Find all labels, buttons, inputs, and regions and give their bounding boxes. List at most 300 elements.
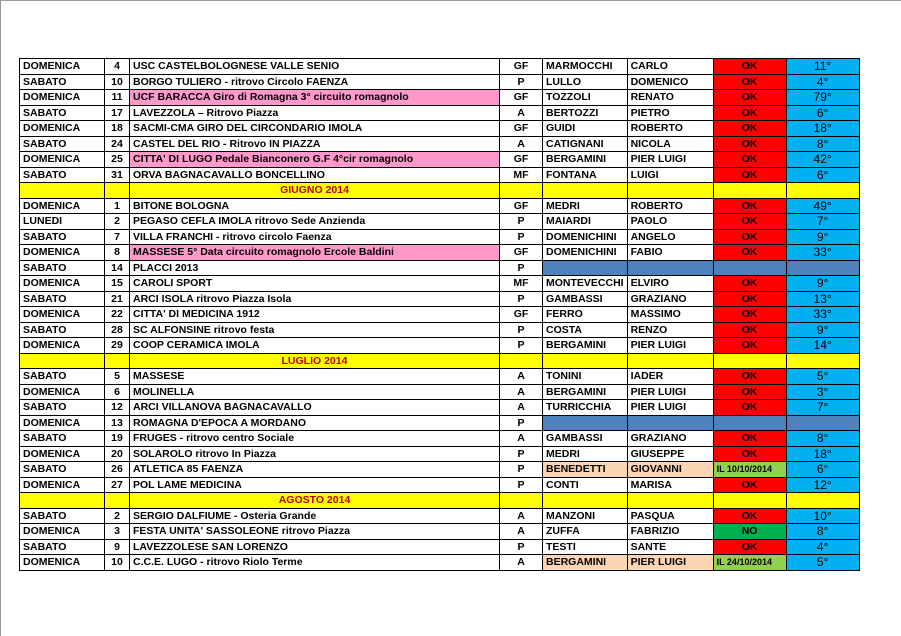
first-name-cell: CARLO <box>627 59 713 75</box>
event-row <box>20 167 860 183</box>
event-row <box>20 539 860 555</box>
date-number-cell: 13 <box>105 415 130 431</box>
event-row <box>20 260 860 276</box>
event-row <box>20 136 860 152</box>
date-number-cell: 14 <box>105 260 130 276</box>
month-empty-cell <box>713 493 786 509</box>
category-cell: P <box>500 446 543 462</box>
day-cell: DOMENICA <box>20 276 105 292</box>
date-number-cell: 2 <box>105 214 130 230</box>
first-name-cell: PIER LUIGI <box>627 152 713 168</box>
date-number-cell: 27 <box>105 477 130 493</box>
category-cell: MF <box>500 276 543 292</box>
status-cell: OK <box>713 322 786 338</box>
status-cell: OK <box>713 121 786 137</box>
event-row <box>20 214 860 230</box>
first-name-cell: ANGELO <box>627 229 713 245</box>
status-cell: OK <box>713 229 786 245</box>
last-name-cell: BERTOZZI <box>543 105 628 121</box>
position-cell: 10° <box>786 508 859 524</box>
event-row <box>20 508 860 524</box>
position-cell: 8° <box>786 524 859 540</box>
event-row <box>20 291 860 307</box>
first-name-cell: SANTE <box>627 539 713 555</box>
category-cell: P <box>500 477 543 493</box>
last-name-cell: BERGAMINI <box>543 555 628 571</box>
category-cell: A <box>500 105 543 121</box>
day-cell: SABATO <box>20 400 105 416</box>
first-name-cell: DOMENICO <box>627 74 713 90</box>
category-cell: P <box>500 462 543 478</box>
event-row <box>20 462 860 478</box>
position-cell: 6° <box>786 462 859 478</box>
last-name-cell: DOMENICHINI <box>543 229 628 245</box>
category-cell: GF <box>500 121 543 137</box>
event-name-cell: VILLA FRANCHI - ritrovo circolo Faenza <box>130 229 500 245</box>
status-cell: IL 24/10/2014 <box>713 555 786 571</box>
last-name-cell: MEDRI <box>543 198 628 214</box>
first-name-cell: GRAZIANO <box>627 291 713 307</box>
position-cell <box>786 260 859 276</box>
date-number-cell: 12 <box>105 400 130 416</box>
date-number-cell: 5 <box>105 369 130 385</box>
event-name-cell: MASSESE 5° Data circuito romagnolo Ercole Baldini <box>130 245 500 261</box>
last-name-cell <box>543 260 628 276</box>
date-number-cell: 25 <box>105 152 130 168</box>
position-cell <box>786 415 859 431</box>
event-row <box>20 338 860 354</box>
day-cell: DOMENICA <box>20 338 105 354</box>
event-name-cell: POL LAME MEDICINA <box>130 477 500 493</box>
first-name-cell <box>627 415 713 431</box>
status-cell: OK <box>713 338 786 354</box>
category-cell: GF <box>500 198 543 214</box>
position-cell: 9° <box>786 322 859 338</box>
position-cell: 5° <box>786 369 859 385</box>
last-name-cell: CATIGNANI <box>543 136 628 152</box>
month-empty-cell <box>20 493 105 509</box>
day-cell: SABATO <box>20 462 105 478</box>
event-name-cell: ROMAGNA D'EPOCA A MORDANO <box>130 415 500 431</box>
month-empty-cell <box>105 353 130 369</box>
status-cell: OK <box>713 307 786 323</box>
position-cell: 7° <box>786 214 859 230</box>
event-row <box>20 152 860 168</box>
status-cell: OK <box>713 74 786 90</box>
status-cell: OK <box>713 477 786 493</box>
position-cell: 9° <box>786 229 859 245</box>
position-cell: 11° <box>786 59 859 75</box>
date-number-cell: 28 <box>105 322 130 338</box>
event-row <box>20 245 860 261</box>
month-empty-cell <box>500 183 543 199</box>
month-empty-cell <box>713 353 786 369</box>
date-number-cell: 26 <box>105 462 130 478</box>
day-cell: SABATO <box>20 322 105 338</box>
event-row <box>20 105 860 121</box>
first-name-cell: GIOVANNI <box>627 462 713 478</box>
event-name-cell: USC CASTELBOLOGNESE VALLE SENIO <box>130 59 500 75</box>
first-name-cell <box>627 260 713 276</box>
category-cell: A <box>500 555 543 571</box>
month-empty-cell <box>500 493 543 509</box>
position-cell: 4° <box>786 74 859 90</box>
event-row <box>20 322 860 338</box>
status-cell: OK <box>713 167 786 183</box>
position-cell: 6° <box>786 105 859 121</box>
category-cell: A <box>500 508 543 524</box>
event-name-cell: FESTA UNITA' SASSOLEONE ritrovo Piazza <box>130 524 500 540</box>
event-row <box>20 59 860 75</box>
month-empty-cell <box>543 183 628 199</box>
event-row <box>20 384 860 400</box>
month-empty-cell <box>20 353 105 369</box>
day-cell: SABATO <box>20 260 105 276</box>
position-cell: 13° <box>786 291 859 307</box>
last-name-cell: LULLO <box>543 74 628 90</box>
last-name-cell: GUIDI <box>543 121 628 137</box>
event-row <box>20 446 860 462</box>
first-name-cell: ELVIRO <box>627 276 713 292</box>
event-row <box>20 369 860 385</box>
first-name-cell: RENATO <box>627 90 713 106</box>
date-number-cell: 3 <box>105 524 130 540</box>
category-cell: GF <box>500 245 543 261</box>
position-cell: 33° <box>786 307 859 323</box>
event-row <box>20 400 860 416</box>
last-name-cell: MARMOCCHI <box>543 59 628 75</box>
last-name-cell: TURRICCHIA <box>543 400 628 416</box>
event-name-cell: MOLINELLA <box>130 384 500 400</box>
first-name-cell: ROBERTO <box>627 198 713 214</box>
status-cell: OK <box>713 136 786 152</box>
first-name-cell: ROBERTO <box>627 121 713 137</box>
event-row <box>20 477 860 493</box>
day-cell: DOMENICA <box>20 245 105 261</box>
event-name-cell: BORGO TULIERO - ritrovo Circolo FAENZA <box>130 74 500 90</box>
status-cell: OK <box>713 198 786 214</box>
first-name-cell: PIER LUIGI <box>627 555 713 571</box>
last-name-cell: FONTANA <box>543 167 628 183</box>
date-number-cell: 6 <box>105 384 130 400</box>
day-cell: SABATO <box>20 539 105 555</box>
date-number-cell: 11 <box>105 90 130 106</box>
category-cell: MF <box>500 167 543 183</box>
position-cell: 9° <box>786 276 859 292</box>
month-label: GIUGNO 2014 <box>130 183 500 199</box>
month-empty-cell <box>786 183 859 199</box>
date-number-cell: 1 <box>105 198 130 214</box>
day-cell: DOMENICA <box>20 198 105 214</box>
date-number-cell: 17 <box>105 105 130 121</box>
status-cell: OK <box>713 508 786 524</box>
category-cell: A <box>500 431 543 447</box>
first-name-cell: NICOLA <box>627 136 713 152</box>
event-row <box>20 307 860 323</box>
date-number-cell: 20 <box>105 446 130 462</box>
day-cell: DOMENICA <box>20 121 105 137</box>
day-cell: DOMENICA <box>20 152 105 168</box>
category-cell: P <box>500 322 543 338</box>
status-cell: OK <box>713 152 786 168</box>
day-cell: SABATO <box>20 369 105 385</box>
day-cell: SABATO <box>20 431 105 447</box>
date-number-cell: 9 <box>105 539 130 555</box>
month-empty-cell <box>105 183 130 199</box>
position-cell: 14° <box>786 338 859 354</box>
position-cell: 42° <box>786 152 859 168</box>
last-name-cell: MEDRI <box>543 446 628 462</box>
event-row <box>20 555 860 571</box>
month-label: LUGLIO 2014 <box>130 353 500 369</box>
position-cell: 8° <box>786 136 859 152</box>
month-empty-cell <box>543 493 628 509</box>
last-name-cell: TONINI <box>543 369 628 385</box>
event-name-cell: ORVA BAGNACAVALLO BONCELLINO <box>130 167 500 183</box>
last-name-cell: MAIARDI <box>543 214 628 230</box>
last-name-cell: ZUFFA <box>543 524 628 540</box>
position-cell: 79° <box>786 90 859 106</box>
event-name-cell: CITTA' DI LUGO Pedale Bianconero G.F 4°cir romagnolo <box>130 152 500 168</box>
month-empty-cell <box>627 353 713 369</box>
event-name-cell: CAROLI SPORT <box>130 276 500 292</box>
event-name-cell: UCF BARACCA Giro di Romagna 3° circuito romagnolo <box>130 90 500 106</box>
first-name-cell: PIER LUIGI <box>627 400 713 416</box>
date-number-cell: 15 <box>105 276 130 292</box>
last-name-cell: FERRO <box>543 307 628 323</box>
event-row <box>20 415 860 431</box>
event-row <box>20 121 860 137</box>
status-cell: OK <box>713 245 786 261</box>
first-name-cell: RENZO <box>627 322 713 338</box>
event-name-cell: CASTEL DEL RIO - Ritrovo IN PIAZZA <box>130 136 500 152</box>
category-cell: P <box>500 214 543 230</box>
event-name-cell: C.C.E. LUGO - ritrovo Riolo Terme <box>130 555 500 571</box>
month-label: AGOSTO 2014 <box>130 493 500 509</box>
last-name-cell: BENEDETTI <box>543 462 628 478</box>
last-name-cell: DOMENICHINI <box>543 245 628 261</box>
event-name-cell: ARCI VILLANOVA BAGNACAVALLO <box>130 400 500 416</box>
event-name-cell: LAVEZZOLESE SAN LORENZO <box>130 539 500 555</box>
category-cell: P <box>500 260 543 276</box>
event-row <box>20 524 860 540</box>
event-name-cell: LAVEZZOLA – Ritrovo Piazza <box>130 105 500 121</box>
last-name-cell: BERGAMINI <box>543 152 628 168</box>
position-cell: 6° <box>786 167 859 183</box>
day-cell: SABATO <box>20 74 105 90</box>
event-row <box>20 90 860 106</box>
category-cell: P <box>500 229 543 245</box>
last-name-cell <box>543 415 628 431</box>
event-name-cell: ARCI ISOLA ritrovo Piazza Isola <box>130 291 500 307</box>
day-cell: DOMENICA <box>20 90 105 106</box>
status-cell: OK <box>713 369 786 385</box>
day-cell: SABATO <box>20 136 105 152</box>
category-cell: A <box>500 524 543 540</box>
event-name-cell: CITTA' DI MEDICINA 1912 <box>130 307 500 323</box>
status-cell: OK <box>713 291 786 307</box>
status-cell: OK <box>713 431 786 447</box>
status-cell: OK <box>713 446 786 462</box>
category-cell: P <box>500 539 543 555</box>
position-cell: 18° <box>786 446 859 462</box>
day-cell: SABATO <box>20 508 105 524</box>
first-name-cell: IADER <box>627 369 713 385</box>
position-cell: 12° <box>786 477 859 493</box>
first-name-cell: LUIGI <box>627 167 713 183</box>
last-name-cell: MANZONI <box>543 508 628 524</box>
month-header-row <box>20 493 860 509</box>
event-name-cell: MASSESE <box>130 369 500 385</box>
position-cell: 49° <box>786 198 859 214</box>
month-empty-cell <box>20 183 105 199</box>
event-name-cell: PEGASO CEFLA IMOLA ritrovo Sede Anzienda <box>130 214 500 230</box>
day-cell: DOMENICA <box>20 524 105 540</box>
day-cell: SABATO <box>20 167 105 183</box>
day-cell: DOMENICA <box>20 446 105 462</box>
category-cell: P <box>500 415 543 431</box>
event-name-cell: COOP CERAMICA IMOLA <box>130 338 500 354</box>
status-cell: OK <box>713 105 786 121</box>
category-cell: A <box>500 384 543 400</box>
status-cell <box>713 415 786 431</box>
month-empty-cell <box>627 183 713 199</box>
status-cell: OK <box>713 539 786 555</box>
status-cell: OK <box>713 90 786 106</box>
status-cell: IL 10/10/2014 <box>713 462 786 478</box>
first-name-cell: PASQUA <box>627 508 713 524</box>
page-border-left <box>0 0 1 636</box>
event-row <box>20 431 860 447</box>
page-border-top <box>0 0 901 1</box>
day-cell: DOMENICA <box>20 555 105 571</box>
last-name-cell: MONTEVECCHI <box>543 276 628 292</box>
status-cell: NO <box>713 524 786 540</box>
date-number-cell: 2 <box>105 508 130 524</box>
position-cell: 3° <box>786 384 859 400</box>
date-number-cell: 4 <box>105 59 130 75</box>
status-cell: OK <box>713 214 786 230</box>
event-name-cell: BITONE BOLOGNA <box>130 198 500 214</box>
race-schedule-table <box>19 58 860 571</box>
day-cell: DOMENICA <box>20 415 105 431</box>
last-name-cell: COSTA <box>543 322 628 338</box>
category-cell: A <box>500 136 543 152</box>
first-name-cell: MASSIMO <box>627 307 713 323</box>
category-cell: GF <box>500 152 543 168</box>
first-name-cell: GIUSEPPE <box>627 446 713 462</box>
month-empty-cell <box>786 493 859 509</box>
last-name-cell: BERGAMINI <box>543 338 628 354</box>
date-number-cell: 19 <box>105 431 130 447</box>
month-header-row <box>20 183 860 199</box>
event-name-cell: SACMI-CMA GIRO DEL CIRCONDARIO IMOLA <box>130 121 500 137</box>
day-cell: SABATO <box>20 229 105 245</box>
status-cell: OK <box>713 400 786 416</box>
position-cell: 7° <box>786 400 859 416</box>
last-name-cell: BERGAMINI <box>543 384 628 400</box>
day-cell: LUNEDI <box>20 214 105 230</box>
month-empty-cell <box>543 353 628 369</box>
last-name-cell: GAMBASSI <box>543 431 628 447</box>
date-number-cell: 7 <box>105 229 130 245</box>
date-number-cell: 22 <box>105 307 130 323</box>
month-empty-cell <box>500 353 543 369</box>
status-cell: OK <box>713 384 786 400</box>
date-number-cell: 24 <box>105 136 130 152</box>
month-empty-cell <box>105 493 130 509</box>
event-row <box>20 229 860 245</box>
event-name-cell: SC ALFONSINE ritrovo festa <box>130 322 500 338</box>
event-row <box>20 198 860 214</box>
date-number-cell: 8 <box>105 245 130 261</box>
day-cell: DOMENICA <box>20 307 105 323</box>
event-name-cell: FRUGES - ritrovo centro Sociale <box>130 431 500 447</box>
event-name-cell: SERGIO DALFIUME - Osteria Grande <box>130 508 500 524</box>
day-cell: DOMENICA <box>20 477 105 493</box>
last-name-cell: GAMBASSI <box>543 291 628 307</box>
first-name-cell: GRAZIANO <box>627 431 713 447</box>
first-name-cell: PIER LUIGI <box>627 384 713 400</box>
last-name-cell: CONTI <box>543 477 628 493</box>
position-cell: 18° <box>786 121 859 137</box>
last-name-cell: TESTI <box>543 539 628 555</box>
category-cell: A <box>500 369 543 385</box>
first-name-cell: PIETRO <box>627 105 713 121</box>
status-cell <box>713 260 786 276</box>
status-cell: OK <box>713 59 786 75</box>
month-header-row <box>20 353 860 369</box>
category-cell: GF <box>500 59 543 75</box>
position-cell: 8° <box>786 431 859 447</box>
position-cell: 33° <box>786 245 859 261</box>
category-cell: P <box>500 291 543 307</box>
date-number-cell: 10 <box>105 555 130 571</box>
first-name-cell: PAOLO <box>627 214 713 230</box>
category-cell: P <box>500 338 543 354</box>
category-cell: GF <box>500 90 543 106</box>
date-number-cell: 10 <box>105 74 130 90</box>
event-row <box>20 276 860 292</box>
event-name-cell: SOLAROLO ritrovo In Piazza <box>130 446 500 462</box>
month-empty-cell <box>786 353 859 369</box>
event-row <box>20 74 860 90</box>
first-name-cell: MARISA <box>627 477 713 493</box>
month-empty-cell <box>713 183 786 199</box>
event-name-cell: ATLETICA 85 FAENZA <box>130 462 500 478</box>
first-name-cell: FABRIZIO <box>627 524 713 540</box>
date-number-cell: 21 <box>105 291 130 307</box>
day-cell: DOMENICA <box>20 384 105 400</box>
month-empty-cell <box>627 493 713 509</box>
date-number-cell: 18 <box>105 121 130 137</box>
last-name-cell: TOZZOLI <box>543 90 628 106</box>
first-name-cell: PIER LUIGI <box>627 338 713 354</box>
position-cell: 4° <box>786 539 859 555</box>
event-name-cell: PLACCI 2013 <box>130 260 500 276</box>
day-cell: SABATO <box>20 291 105 307</box>
date-number-cell: 29 <box>105 338 130 354</box>
status-cell: OK <box>713 276 786 292</box>
position-cell: 5° <box>786 555 859 571</box>
first-name-cell: FABIO <box>627 245 713 261</box>
day-cell: SABATO <box>20 105 105 121</box>
category-cell: A <box>500 400 543 416</box>
category-cell: P <box>500 74 543 90</box>
day-cell: DOMENICA <box>20 59 105 75</box>
category-cell: GF <box>500 307 543 323</box>
schedule-body <box>20 59 860 571</box>
